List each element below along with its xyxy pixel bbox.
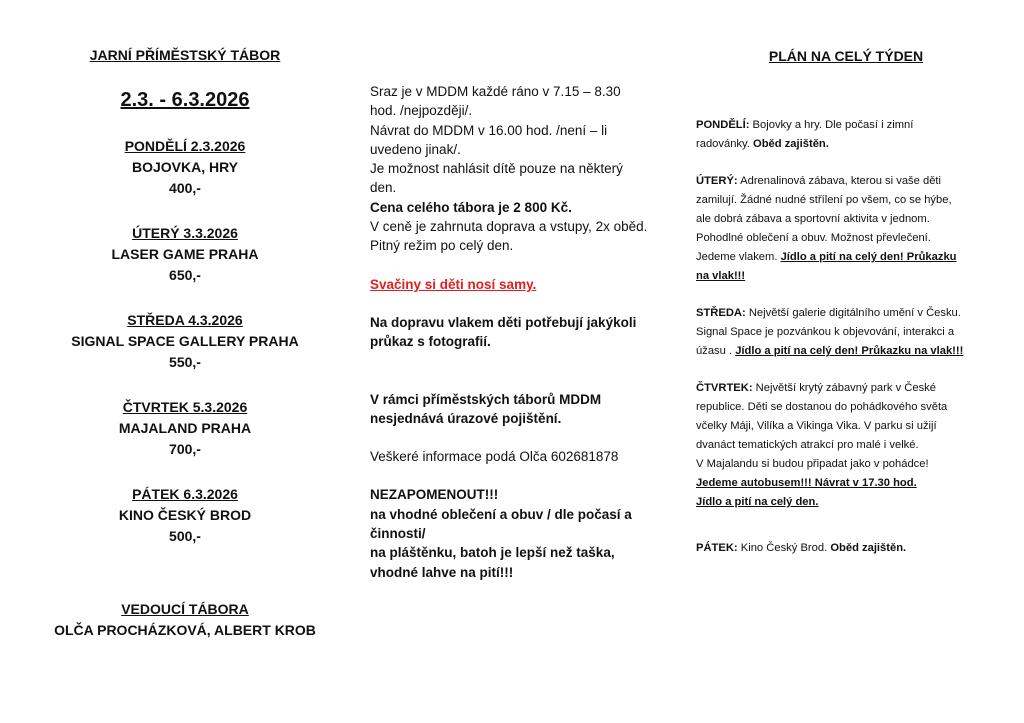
info-line: Návrat do MDDM v 16.00 hod. /není – li	[370, 122, 608, 138]
reminder-line: na vhodné oblečení a obuv / dle počasí a	[370, 506, 632, 522]
plan-highlight: Jídlo a pití na celý den! Průkazku	[780, 251, 957, 263]
info-column	[370, 82, 670, 582]
plan-text: včelky Máji, Vilíka a Vikinga Vika. V parku si užijí	[696, 420, 937, 432]
plan-text: úžasu .	[696, 345, 736, 357]
day-label: PONDĚLÍ:	[696, 119, 750, 131]
plan-text: Adrenalinová zábava, kterou si vaše děti	[737, 175, 942, 187]
camp-dates: 2.3. - 6.3.2026	[120, 89, 250, 111]
day-thursday	[40, 397, 330, 460]
leaders-names: OLČA PROCHÁZKOVÁ, ALBERT KROB	[54, 622, 316, 638]
day-tuesday	[40, 223, 330, 286]
train-notice: průkaz s fotografií.	[370, 334, 491, 350]
day-activity: SIGNAL SPACE GALLERY PRAHA	[71, 333, 299, 349]
plan-text: V Majalandu si budou připadat jako v pohádce!	[696, 458, 929, 470]
plan-text: Jedeme vlakem.	[696, 251, 781, 263]
info-line: Je možnost nahlásit dítě pouze na některý	[370, 161, 623, 177]
day-friday	[40, 484, 330, 547]
info-line: uvedeno jinak/.	[370, 141, 461, 157]
plan-friday	[696, 539, 996, 558]
info-line: V ceně je zahrnuta doprava a vstupy, 2x oběd.	[370, 219, 648, 235]
day-label: PÁTEK:	[696, 542, 738, 554]
day-label: STŘEDA:	[696, 307, 746, 319]
plan-text: Bojovky a hry. Dle počasí i zimní	[749, 119, 914, 131]
day-title: ČTVRTEK 5.3.2026	[122, 399, 248, 415]
plan-highlight: Jídlo a pití na celý den.	[696, 496, 819, 508]
info-line: Pitný režim po celý den.	[370, 238, 514, 254]
plan-thursday	[696, 379, 996, 512]
plan-title: PLÁN NA CELÝ TÝDEN	[768, 48, 924, 64]
plan-text: Pohodlné oblečení a obuv. Možnost převlečení.	[696, 232, 931, 244]
plan-text: Kino Český Brod.	[737, 542, 831, 554]
day-monday	[40, 136, 330, 199]
leaders-title: VEDOUCÍ TÁBORA	[121, 601, 249, 617]
weekly-plan-column	[696, 0, 996, 558]
day-price: 500,-	[169, 528, 201, 544]
camp-title: JARNÍ PŘÍMĚSTSKÝ TÁBOR	[89, 47, 281, 63]
price-line: Cena celého tábora je 2 800 Kč.	[370, 199, 572, 215]
plan-text: zamilují. Žádné nudné střílení po všem, co se hýbe,	[696, 194, 952, 206]
info-line: den.	[370, 180, 397, 196]
day-price: 650,-	[169, 267, 201, 283]
day-label: ČTVRTEK:	[696, 382, 753, 394]
reminder-title: NEZAPOMENOUT!!!	[370, 487, 499, 503]
plan-wednesday	[696, 304, 996, 361]
plan-text: republice. Děti se dostanou do pohádkového světa	[696, 401, 948, 413]
plan-highlight: Oběd zajištěn.	[830, 542, 907, 554]
camp-leaders	[40, 599, 330, 641]
plan-highlight: Oběd zajištěn.	[753, 138, 829, 150]
day-title: ÚTERÝ 3.3.2026	[132, 225, 238, 241]
reminder-line: činnosti/	[370, 526, 426, 542]
day-title: PONDĚLÍ 2.3.2026	[124, 138, 246, 154]
schedule-column	[40, 0, 330, 641]
train-notice: Na dopravu vlakem děti potřebují jakýkoli	[370, 314, 637, 330]
day-price: 400,-	[169, 180, 201, 196]
info-line: hod. /nejpozději/.	[370, 103, 473, 119]
plan-monday	[696, 116, 996, 154]
info-line: Sraz je v MDDM každé ráno v 7.15 – 8.30	[370, 84, 621, 99]
plan-text: dvanáct tematických atrakcí pro malé i velké.	[696, 439, 919, 451]
day-wednesday	[40, 310, 330, 373]
plan-text: radovánky.	[696, 138, 754, 150]
plan-highlight: na vlak!!!	[696, 270, 746, 282]
plan-text: Největší krytý zábavný park v České	[752, 382, 936, 394]
day-title: PÁTEK 6.3.2026	[132, 486, 238, 502]
plan-text: Signal Space je pozvánkou k objevování, interakci a	[696, 326, 955, 338]
day-activity: KINO ČESKÝ BROD	[118, 507, 252, 523]
insurance-notice: V rámci příměstských táborů MDDM	[370, 391, 602, 407]
day-title: STŘEDA 4.3.2026	[127, 312, 243, 328]
day-label: ÚTERÝ:	[696, 175, 738, 187]
plan-text: ale dobrá zábava a sportovní aktivita v jednom.	[696, 213, 930, 225]
day-activity: BOJOVKA, HRY	[131, 159, 239, 175]
contact-info: Veškeré informace podá Olča 602681878	[370, 449, 619, 465]
plan-highlight: Jídlo a pití na celý den! Průkazku na vlak!!!	[735, 345, 964, 357]
day-activity: MAJALAND PRAHA	[118, 420, 252, 436]
plan-text: Největší galerie digitálního umění v Česku.	[745, 307, 961, 319]
reminder-line: na pláštěnku, batoh je lepší než taška,	[370, 545, 615, 561]
reminder-line: vhodné lahve na pití!!!	[370, 564, 514, 580]
plan-tuesday	[696, 172, 996, 286]
day-price: 550,-	[169, 354, 201, 370]
day-activity: LASER GAME PRAHA	[111, 246, 259, 262]
day-price: 700,-	[169, 441, 201, 457]
plan-highlight: Jedeme autobusem!!! Návrat v 17.30 hod.	[696, 477, 917, 489]
snacks-notice: Svačiny si děti nosí samy.	[370, 276, 537, 292]
insurance-notice: nesjednává úrazové pojištění.	[370, 410, 562, 426]
